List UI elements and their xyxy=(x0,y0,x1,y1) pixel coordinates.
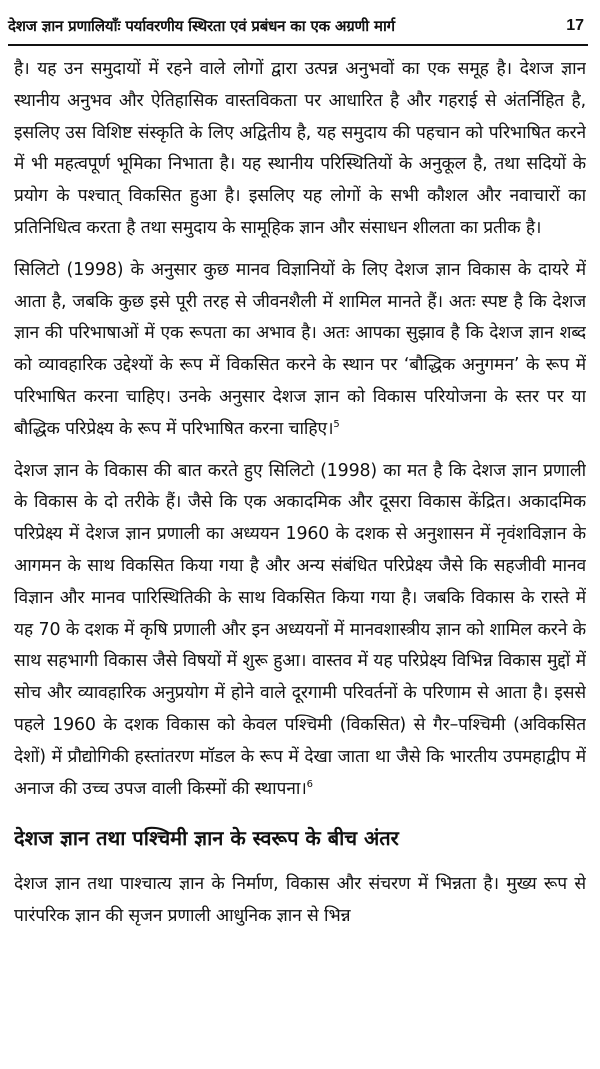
footnote-ref-5: 5 xyxy=(333,418,340,430)
paragraph-3 xyxy=(14,456,586,806)
running-title: देशज ज्ञान प्रणालियाँः पर्यावरणीय स्थिरता एवं प्रबंधन का एक अग्रणी मार्ग xyxy=(8,17,395,35)
paragraph-4-text: देशज ज्ञान तथा पाश्चात्य ज्ञान के निर्माण, विकास और संचरण में भिन्नता है। मुख्य रूप से पारंपरिक ज्ञान की सृजन प्रणाली आधुनिक ज्ञान से भिन्न xyxy=(14,874,586,927)
page-number: 17 xyxy=(566,17,584,34)
paragraph-3-text: देशज ज्ञान के विकास की बात करते हुए सिलिटो (1998) का मत है कि देशज ज्ञान प्रणाली के विकास के दो तरीके हैं। जैसे कि एक अकादमिक और दूसरा विकास केंद्रित। अकादमिक परिप्रेक्ष्य में देशज ज्ञान प्रणाली का अध्ययन 1960 के दशक से अनुशासन में नृवंशविज्ञान के आगमन के साथ विकसित किया गया है और अन्य संबंधित परिप्रेक्ष्य जैसे कि सहजीवी मानव विज्ञान और मानव पारिस्थितिकी के साथ विकसित किया गया है। जबकि विकास के रास्ते में यह 70 के दशक में कृषि प्रणाली और इन अध्ययनों में मानवशास्त्रीय ज्ञान को शामिल करने के साथ सहभागी विकास जैसे विषयों में शुरू हुआ। वास्तव में यह परिप्रेक्ष्य विभिन्न विकास मुद्दों में सोच और व्यावहारिक अनुप्रयोग में होने वाले दूरगामी परिवर्तनों के परिणाम से आता है। इससे पहले 1960 के दशक विकास को केवल पश्चिमी (विकसित) से गैर–पश्चिमी (अविकसित देशों) में प्रौद्योगिकी हस्तांतरण मॉडल के रूप में देखा जाता था जैसे कि भारतीय उपमहाद्वीप में अनाज की उच्च उपज वाली किस्मों की स्थापना। xyxy=(14,460,586,799)
paragraph-1-text: है। यह उन समुदायों में रहने वाले लोगों द्वारा उत्पन्न अनुभवों का एक समूह है। देशज ज्ञान स्थानीय अनुभव और ऐतिहासिक वास्तविकता पर आधारित है और गहराई से अंतर्निहित है, इसलिए उस विशिष्ट संस्कृति के लिए अद्वितीय है, यह समुदाय की पहचान को परिभाषित करने में भी महत्वपूर्ण भूमिका निभाता है। यह स्थानीय परिस्थितियों के अनुकूल है, तथा सदियों के प्रयोग के पश्चात् विकसित हुआ है। इसलिए यह लोगों के सभी कौशल और नवाचारों का प्रतिनिधित्व करता है तथा समुदाय के सामूहिक ज्ञान और संसाधन शीलता का प्रतीक है। xyxy=(14,59,586,238)
running-header xyxy=(8,8,588,46)
section-heading: देशज ज्ञान तथा पश्चिमी ज्ञान के स्वरूप के बीच अंतर xyxy=(14,826,399,851)
paragraph-4 xyxy=(14,869,586,933)
paragraph-2-text: सिलिटो (1998) के अनुसार कुछ मानव विज्ञानियों के लिए देशज ज्ञान विकास के दायरे में आता है, जबकि कुछ इसे पूरी तरह से जीवनशैली में शामिल मानते हैं। अतः स्पष्ट है कि देशज ज्ञान की परिभाषाओं में एक रूपता का अभाव है। अतः आपका सुझाव है कि देशज ज्ञान शब्द को व्यावहारिक उद्देश्यों के रूप में विकसित करने के स्थान पर ‘बौद्धिक अनुगमन’ के रूप में परिभाषित करना चाहिए। उनके अनुसार देशज ज्ञान को विकास परियोजना के स्तर पर या बौद्धिक परिप्रेक्ष्य के रूप में परिभाषित करना चाहिए। xyxy=(14,259,586,439)
footnote-ref-6: 6 xyxy=(306,778,313,790)
paragraph-1 xyxy=(14,54,586,245)
page-body xyxy=(14,54,586,1067)
paragraph-2 xyxy=(14,255,586,446)
